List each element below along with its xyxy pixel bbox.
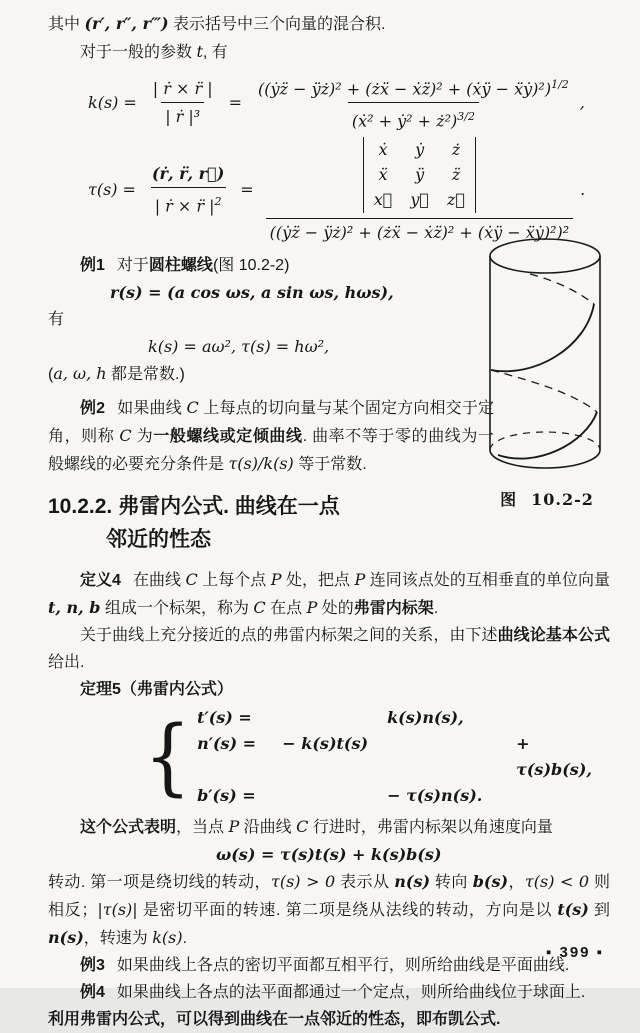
paragraph-frame-relation: [48, 622, 610, 676]
frenet-equation-b: [197, 783, 610, 809]
text-segment: 到: [588, 901, 610, 919]
paragraph-text: [48, 871, 610, 947]
formula-tail: ,: [579, 93, 585, 113]
text-segment: C: [119, 425, 132, 445]
matrix-cell: y⃛: [410, 189, 430, 209]
paragraph-general-parameter: [48, 38, 610, 66]
equation-term: [385, 731, 516, 783]
text-segment: 转动. 第一项是绕切线的转动，: [48, 873, 271, 891]
text-segment: 对于一般的参数: [80, 44, 197, 61]
text-segment: C: [296, 816, 309, 836]
determinant-matrix: [363, 137, 476, 213]
figure-caption-prefix: 图: [500, 492, 518, 509]
left-brace: {: [144, 708, 192, 805]
example-3-label: 例3: [80, 956, 105, 974]
text-segment: 弗雷内标架: [353, 599, 434, 617]
definition-4-text: [48, 569, 610, 617]
text-segment: τ(s)/k(s): [228, 453, 294, 473]
frenet-equation-n: [197, 731, 610, 783]
equals-sign: =: [123, 93, 137, 113]
text-segment: t, n, b: [48, 597, 101, 617]
equation-term: [283, 783, 387, 809]
equation-lhs: n′(s) =: [197, 733, 257, 753]
text-segment: 上每点的切向量与某个固定方向相交于定角，则称: [48, 399, 494, 445]
example-2: [48, 394, 494, 478]
theorem-5-title: 定理5（弗雷内公式）: [80, 680, 233, 698]
frenet-equations: [144, 705, 610, 809]
equals-sign: =: [228, 93, 243, 113]
text-segment: a, ω, h: [53, 363, 107, 383]
text-segment: 在曲线: [132, 571, 186, 589]
text-segment: n(s): [48, 927, 84, 947]
matrix-cell: ÿ: [415, 164, 425, 184]
text-segment: 其中: [48, 16, 85, 33]
section-number: 10.2.2.: [48, 494, 113, 518]
example-3: [48, 952, 610, 979]
text-segment: 表示括号中三个向量的混合积.: [168, 16, 386, 33]
equation-lhs: b′(s) =: [197, 785, 256, 805]
text-segment: P: [228, 816, 240, 836]
equals-sign: =: [122, 180, 136, 200]
frenet-equation-rows: [197, 705, 610, 809]
text-segment: , 有: [202, 44, 228, 61]
text-segment: 连同该点处的互相垂直的单位向量: [365, 571, 610, 589]
text-segment: P: [354, 569, 366, 589]
text-segment: 上每个点: [197, 571, 271, 589]
figure-10-2-2: [468, 228, 626, 514]
text-segment: n(s): [394, 871, 431, 891]
closing-paragraph: [48, 1006, 610, 1033]
matrix-cell: z⃛: [447, 189, 466, 209]
equation-term: − τ(s)n(s).: [387, 785, 483, 805]
text-segment: . 曲率不等于零的曲线为一般螺线的必要充分条件是: [48, 427, 494, 473]
determinant: [359, 137, 480, 218]
text-segment: 处，把点: [281, 571, 355, 589]
text-segment: 圆柱螺线: [148, 256, 213, 274]
exponent: 2: [214, 194, 222, 208]
fraction: [254, 74, 573, 133]
matrix-cell: ż: [451, 139, 461, 159]
text-segment: |τ(s)|: [97, 899, 138, 919]
text-segment: 如果曲线: [117, 399, 187, 417]
fraction: [148, 163, 228, 217]
matrix-cell: ẋ: [378, 139, 388, 159]
text-segment: t(s): [557, 899, 589, 919]
paragraph-omega-intro: [48, 813, 610, 841]
text-segment: 处的: [317, 599, 354, 617]
example-2-label: 例2: [80, 399, 106, 417]
text-segment: 一般螺线或定倾曲线: [153, 427, 303, 445]
equation-lhs: t′(s) =: [197, 707, 252, 727]
text-segment: 这个公式表明: [80, 818, 177, 836]
text-segment: 表示从: [335, 873, 395, 891]
text-segment: 对于: [116, 256, 149, 274]
text-segment: 利用弗雷内公式，可以得到曲线在一点邻近的性态，即布凯公式.: [48, 1010, 501, 1028]
text-segment: 转向: [430, 873, 473, 891]
text-segment: .: [433, 599, 439, 617]
text-segment: 如果曲线上各点的密切平面都互相平行，则所给曲线是平面曲线.: [116, 956, 570, 974]
page-number: ▪ 399 ▪: [546, 944, 604, 961]
text-segment: 给出.: [48, 653, 85, 671]
example-4-text: [117, 984, 585, 1001]
example-4-label: 例4: [80, 983, 105, 1001]
text-segment: P: [270, 569, 282, 589]
text-segment: 行进时，弗雷内标架以角速度向量: [308, 818, 553, 836]
section-heading: [48, 490, 488, 556]
frenet-equation-t: [197, 705, 610, 731]
fraction-denominator: (ẋ² + ẏ² + ż²)$^{3/2}$: [348, 102, 479, 132]
text-segment: ，当点: [176, 818, 229, 836]
paragraph-text: [80, 44, 228, 61]
helix-curvature-torsion-formula: k(s) = aω², τ(s) = hω²,: [148, 336, 330, 356]
text-segment: ，转速为: [83, 929, 153, 947]
text-segment: ，: [508, 873, 525, 891]
exponent: 1/2: [551, 78, 569, 91]
paragraph-text: [48, 1011, 500, 1028]
fraction-denominator: | ṙ × r̈ $|^2$: [151, 187, 226, 217]
example-1-text: [117, 257, 290, 274]
paragraph-text: [48, 627, 610, 671]
text-segment: 则相反；: [48, 873, 610, 919]
example-4: [48, 979, 610, 1006]
example-3-text: [117, 957, 569, 974]
text-segment: 组成一个标架，称为: [100, 599, 254, 617]
matrix-cell: ẍ: [378, 164, 388, 184]
equation-term: k(s)n(s),: [387, 707, 464, 727]
example-2-text: [48, 397, 494, 473]
matrix-cell: ẏ: [415, 139, 425, 159]
figure-caption: [468, 486, 626, 514]
text-segment: t: [196, 42, 203, 61]
definition-4: [48, 566, 610, 622]
fraction-denominator: ((ẏz̈ − ÿż)² + (żẍ − ẋz̈)² + (ẋÿ − ẍẏ)²)²: [266, 218, 573, 244]
equals-sign: =: [240, 180, 254, 200]
text-segment: 关于曲线上充分接近的点的弗雷内标架之间的关系，由下述: [80, 626, 498, 644]
equation-term: + τ(s)b(s),: [516, 733, 592, 779]
matrix-cell: z̈: [451, 164, 461, 184]
fraction: [149, 78, 217, 128]
text-segment: 等于常数.: [293, 455, 367, 473]
formula-lhs: τ(s): [88, 180, 118, 200]
fraction-numerator: ((ẏz̈ − ÿż)² + (żẍ − ẋz̈)² + (ẋÿ − ẍẏ)²)$^{1/2}$: [258, 78, 569, 99]
formula-tail: .: [580, 180, 586, 200]
fraction-denominator: | ṙ |³: [161, 102, 204, 128]
text-segment: τ(s) > 0: [271, 871, 336, 891]
text-segment: .: [182, 929, 188, 947]
fraction-numerator: | ṙ × r̈ |: [152, 79, 213, 99]
text-segment: 曲线论基本公式: [497, 626, 610, 644]
text-segment: 如果曲线上各点的法平面都通过一个定点，则所给曲线位于球面上.: [116, 983, 586, 1001]
text-segment: 是密切平面的转速. 第二项是绕从法线的转动，方向是以: [137, 901, 558, 919]
example-1: [48, 252, 478, 388]
example-1-connector: 有: [48, 310, 65, 328]
section-title-line1: 弗雷内公式. 曲线在一点: [118, 494, 340, 518]
figure-caption-number: 10.2-2: [531, 490, 594, 509]
text-segment: τ(s) < 0: [524, 871, 590, 891]
example-1-title: [48, 252, 478, 279]
section-heading-line1: [48, 490, 488, 523]
matrix-cell: x⃛: [373, 189, 393, 209]
section-title-line2: 邻近的性态: [106, 527, 211, 551]
paragraph-text: [80, 816, 553, 836]
text-segment: C: [253, 597, 266, 617]
text-segment: 都是常数.): [106, 365, 185, 383]
paragraph-rotation: [48, 868, 610, 952]
formula-lhs: k(s): [88, 93, 119, 113]
helix-parametrization-formula: r(s) = (a cos ωs, a sin ωs, hωs),: [110, 282, 394, 302]
fraction-numerator: (ṙ, r̈, r⃛): [151, 163, 225, 183]
text-segment: (图 10.2-2): [212, 256, 290, 274]
text-segment: k(s): [152, 927, 183, 947]
equation-term: − k(s)t(s): [282, 733, 369, 753]
text-segment: 为: [131, 427, 154, 445]
text-segment: C: [185, 569, 198, 589]
example-1-note: [48, 360, 478, 388]
paragraph-mixed-product: [48, 10, 610, 38]
text-segment: b(s): [472, 871, 509, 891]
cylinder-helix-figure: [471, 228, 623, 476]
text-segment: 沿曲线: [239, 818, 297, 836]
angular-velocity-formula: ω(s) = τ(s)t(s) + k(s)b(s): [216, 844, 442, 864]
text-segment: C: [186, 397, 199, 417]
text-segment: (: [48, 365, 54, 383]
text-segment: P: [306, 597, 318, 617]
paragraph-text: [48, 16, 386, 33]
definition-4-label: 定义4: [80, 571, 121, 589]
text-segment: 在点: [265, 599, 307, 617]
equation-term: [283, 705, 387, 731]
exponent: 3/2: [457, 110, 475, 124]
theorem-5-label: [48, 676, 610, 703]
example-1-label: 例1: [80, 256, 105, 274]
curvature-formula: [88, 74, 610, 133]
text-segment: (r′, r″, r‴): [84, 14, 169, 33]
